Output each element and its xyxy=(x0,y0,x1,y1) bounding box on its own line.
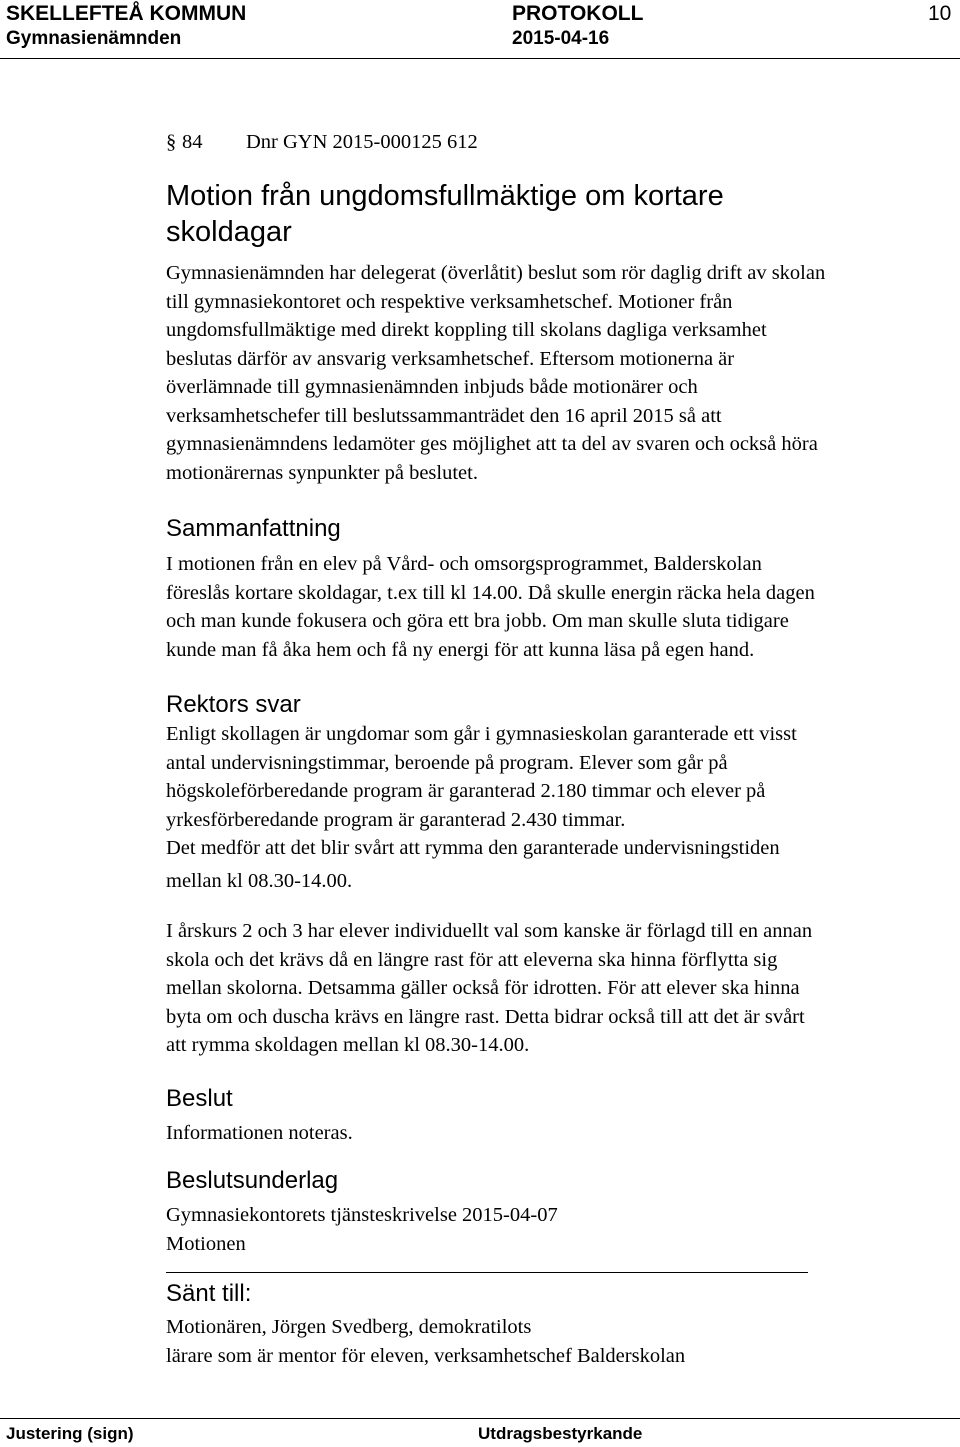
doc-type: PROTOKOLL xyxy=(512,2,644,25)
footer-divider xyxy=(0,1418,960,1419)
text-line: verksamhetschefer till beslutssammanträdet den 16 april 2015 så att xyxy=(166,404,722,427)
principal-answer-paragraph xyxy=(166,720,797,895)
basis-list xyxy=(166,1201,558,1258)
text-line: gymnasienämndens ledamöter ges möjlighet att ta del av svaren och också höra xyxy=(166,433,818,455)
decision-heading: Beslut xyxy=(166,1085,233,1112)
decision-paragraph xyxy=(166,1119,353,1148)
section-symbol: § xyxy=(166,131,177,153)
text-line: antal undervisningstimmar, beroende på program. Elever som går på xyxy=(166,751,728,774)
text-line: skola och det krävs då en längre rast för att eleverna ska hinna förflytta sig xyxy=(166,948,778,971)
text-line: Enligt skollagen är ungdomar som går i gymnasieskolan garanterade ett visst xyxy=(166,723,797,745)
title-line: Motion från ungdomsfullmäktige om kortare xyxy=(166,180,724,212)
text-line: mellan kl 08.30-14.00. xyxy=(166,869,353,892)
text-line: Det medför att det blir svårt att rymma den garanterade undervisningstiden xyxy=(166,837,780,859)
text-line: till gymnasiekontoret och respektive verksamhetschef. Motioner från xyxy=(166,290,733,313)
basis-heading: Beslutsunderlag xyxy=(166,1167,339,1194)
protocol-date: 2015-04-16 xyxy=(512,28,610,49)
page-title xyxy=(166,178,724,250)
page-number: 10 xyxy=(928,2,952,25)
text-line: I årskurs 2 och 3 har elever individuellt val som kanske är förlagd till en annan xyxy=(166,920,813,942)
footer-signature-label: Justering (sign) xyxy=(6,1424,134,1443)
org-name: SKELLEFTEÅ KOMMUN xyxy=(6,2,247,25)
text-line: byta om och duscha krävs en längre rast. Detta bidrar också till att det är svårt xyxy=(166,1005,805,1028)
section-number: 84 xyxy=(182,131,203,153)
separator-line xyxy=(166,1272,808,1273)
recipient-line: Motionären, Jörgen Svedberg, demokratilots xyxy=(166,1316,532,1338)
text-line: yrkesförberedande program är garanterad 2.430 timmar. xyxy=(166,808,626,831)
text-line: och man kunde fokusera och göra ett bra jobb. Om man skulle sluta tidigare xyxy=(166,610,789,632)
sent-to-list xyxy=(166,1313,685,1370)
title-line: skoldagar xyxy=(166,216,292,248)
summary-paragraph xyxy=(166,550,815,664)
text-line: föreslås kortare skoldagar, t.ex till kl 14.00. Då skulle energin räcka hela dagen xyxy=(166,581,815,604)
text-line: kunde man få åka hem och få ny energi för att kunna läsa på egen hand. xyxy=(166,638,755,661)
text-line: mellan skolorna. Detsamma gäller också för idrotten. För att elever ska hinna xyxy=(166,977,800,999)
principal-answer-heading: Rektors svar xyxy=(166,691,301,718)
committee-name: Gymnasienämnden xyxy=(6,28,182,49)
footer-certification-label: Utdragsbestyrkande xyxy=(478,1424,643,1443)
text-line: motionärernas synpunkter på beslutet. xyxy=(166,461,478,484)
text-line: överlämnade till gymnasienämnden inbjuds både motionärer och xyxy=(166,376,698,398)
recipient-line: lärare som är mentor för eleven, verksamhetschef Balderskolan xyxy=(166,1344,686,1367)
text-line: högskoleförberedande program är garanterad 2.180 timmar och elever på xyxy=(166,780,766,802)
text-line: ungdomsfullmäktige med direkt koppling till skolans dagliga verksamhet xyxy=(166,319,767,341)
text-line: att rymma skoldagen mellan kl 08.30-14.00. xyxy=(166,1034,530,1056)
basis-item: Motionen xyxy=(166,1232,246,1255)
decision-text: Informationen noteras. xyxy=(166,1122,353,1144)
text-line: Gymnasienämnden har delegerat (överlåtit) beslut som rör daglig drift av skolan xyxy=(166,262,826,284)
header-divider xyxy=(0,58,960,59)
principal-answer-paragraph-2 xyxy=(166,917,812,1060)
text-line: beslutas därför av ansvarig verksamhetschef. Eftersom motionerna är xyxy=(166,347,735,370)
intro-paragraph xyxy=(166,259,825,487)
case-dnr: Dnr GYN 2015-000125 612 xyxy=(246,131,478,153)
summary-heading: Sammanfattning xyxy=(166,515,341,542)
text-line: I motionen från en elev på Vård- och omsorgsprogrammet, Balderskolan xyxy=(166,553,762,575)
sent-to-heading: Sänt till: xyxy=(166,1280,252,1307)
basis-item: Gymnasiekontorets tjänsteskrivelse 2015-04-07 xyxy=(166,1204,558,1226)
